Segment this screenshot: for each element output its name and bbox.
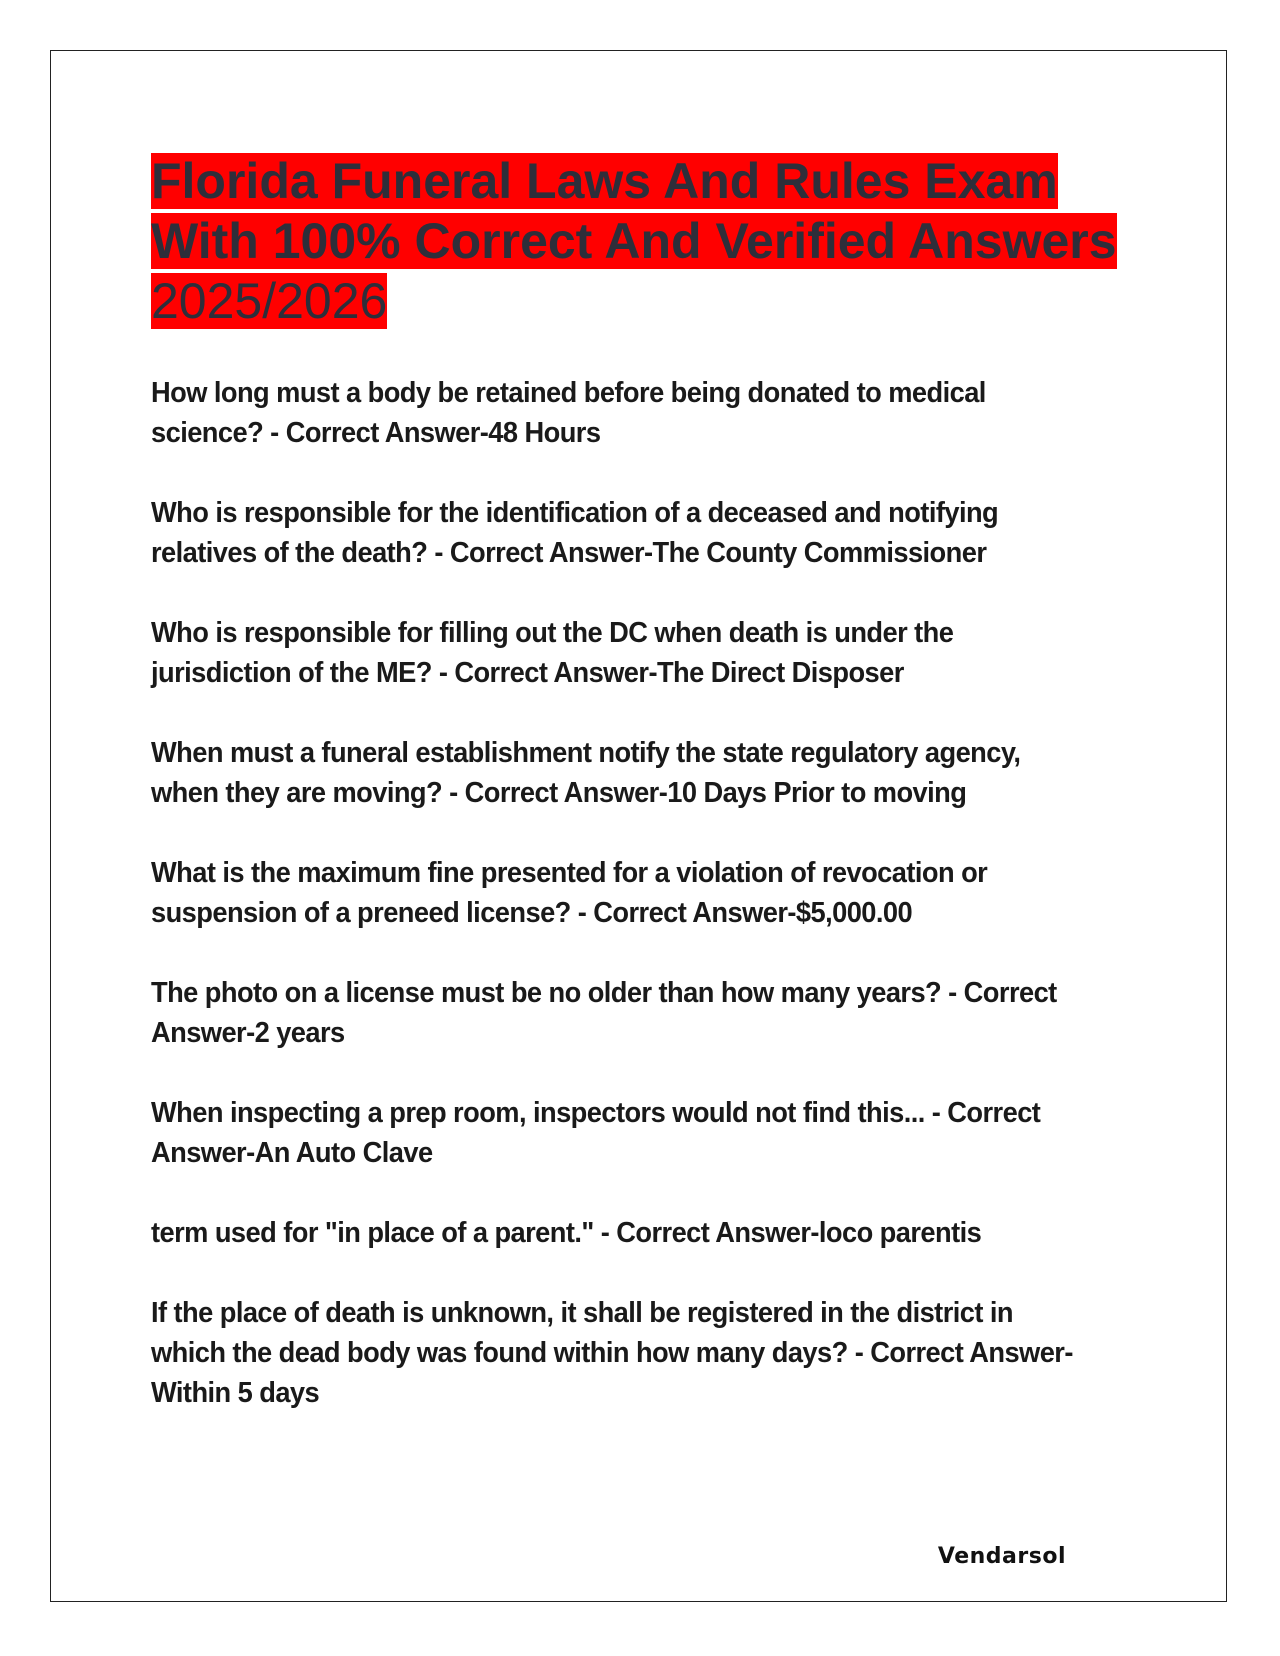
title-year: 2025/2026 bbox=[151, 273, 388, 329]
document-title bbox=[151, 151, 1181, 331]
qa-item: The photo on a license must be no older than how many years? - Correct Answer-2 years bbox=[151, 977, 1057, 1049]
qa-item: When inspecting a prep room, inspectors would not find this... - Correct Answer-An Auto Clave bbox=[151, 1097, 1041, 1169]
title-line-2: With 100% Correct And Verified Answers bbox=[151, 213, 1117, 269]
qa-item: term used for "in place of a parent." - Correct Answer-loco parentis bbox=[151, 1217, 982, 1249]
qa-item: What is the maximum fine presented for a violation of revocation or suspension of a preneed license? - Correct Answer-$5,000.00 bbox=[151, 857, 988, 929]
qa-item: Who is responsible for filling out the DC when death is under the jurisdiction of the ME? - Correct Answer-The Direct Disposer bbox=[151, 617, 954, 689]
footer-brand: Vendarsol bbox=[937, 1544, 1066, 1569]
qa-item: When must a funeral establishment notify the state regulatory agency, when they are moving? - Correct Answer-10 Days Prior to moving bbox=[151, 737, 1021, 809]
qa-list bbox=[151, 373, 1151, 1453]
title-line-1: Florida Funeral Laws And Rules Exam bbox=[151, 153, 1058, 209]
qa-item: If the place of death is unknown, it shall be registered in the district in which the dead body was found within how many days? - Correct Answer-Within 5 days bbox=[151, 1297, 1073, 1409]
qa-item: Who is responsible for the identification of a deceased and notifying relatives of the death? - Correct Answer-The County Commissioner bbox=[151, 497, 999, 569]
qa-item: How long must a body be retained before being donated to medical science? - Correct Answer-48 Hours bbox=[151, 377, 986, 449]
document-page bbox=[50, 50, 1227, 1602]
